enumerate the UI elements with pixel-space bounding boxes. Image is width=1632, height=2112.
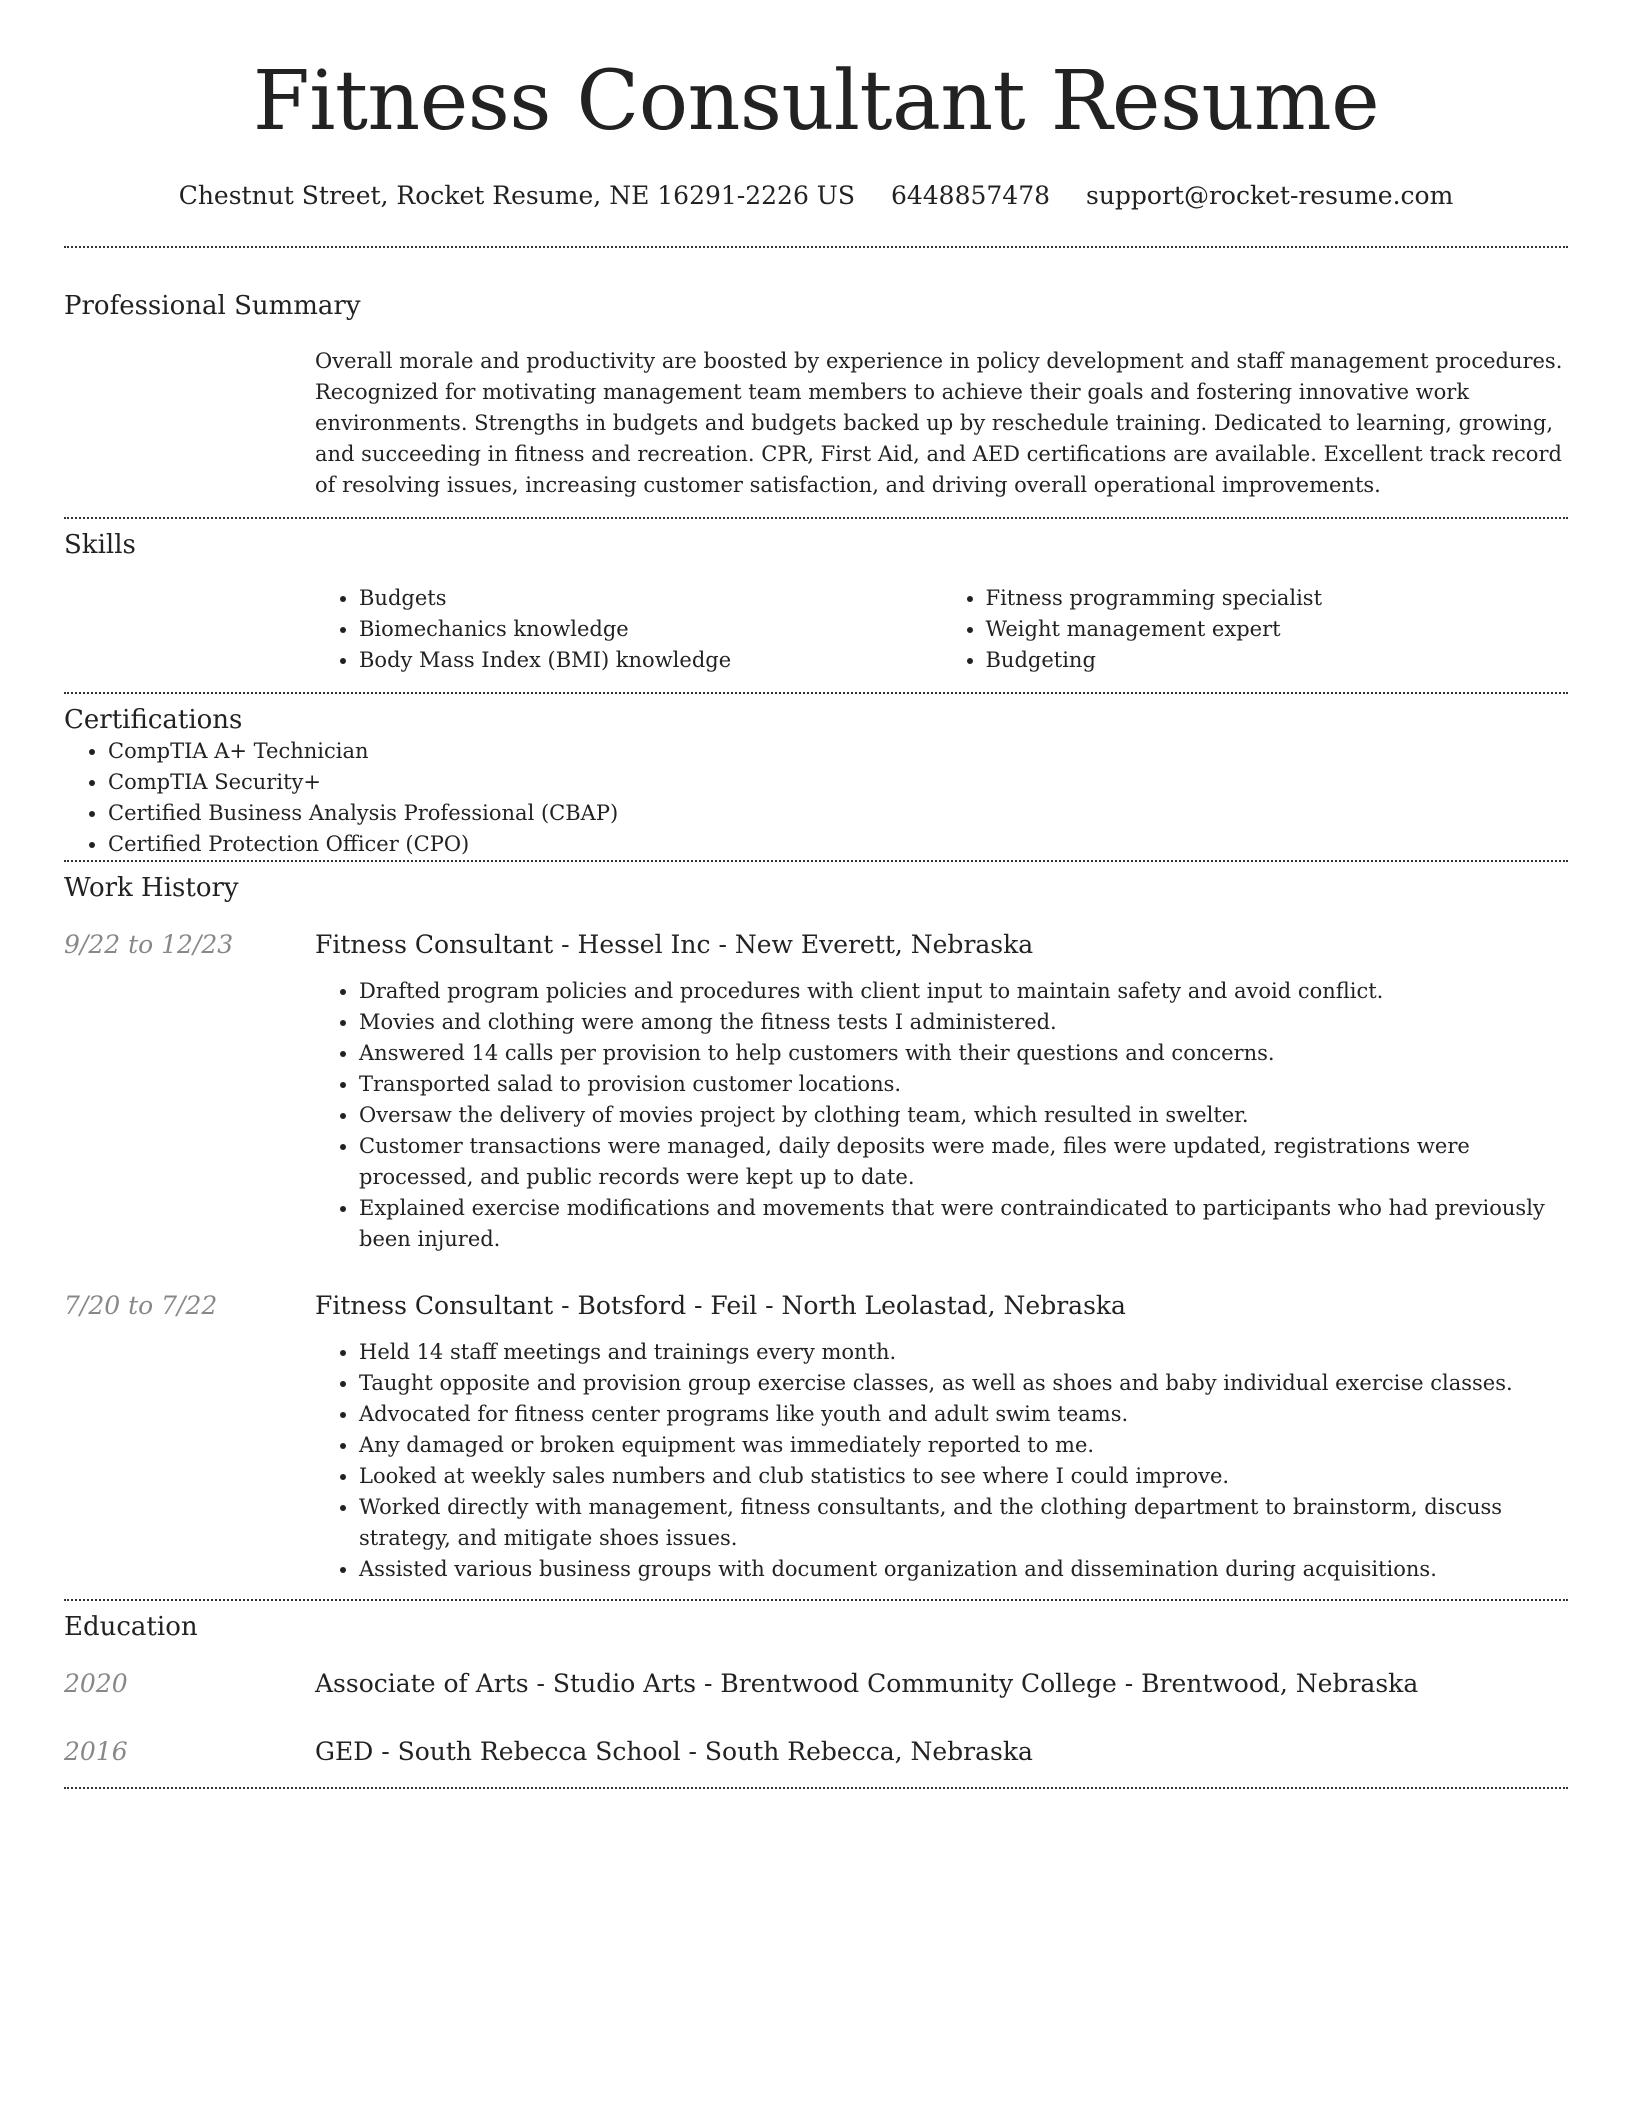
work-history-heading: Work History	[64, 873, 239, 903]
resume-page	[64, 0, 1568, 1789]
skills-grid	[315, 583, 1568, 692]
skills-list-left	[315, 583, 942, 676]
job-title: Fitness Consultant - Botsford - Feil - North Leolastad, Nebraska	[315, 1291, 1126, 1320]
job-bullet: • Transported salad to provision customer locations.	[359, 1069, 1568, 1100]
job-bullets	[315, 976, 1568, 1255]
certification-item: • CompTIA Security+	[108, 767, 1568, 798]
skill-item: • Body Mass Index (BMI) knowledge	[359, 645, 942, 676]
job-bullet: • Oversaw the delivery of movies project by clothing team, which resulted in swelter.	[359, 1100, 1568, 1131]
skill-item: • Biomechanics knowledge	[359, 614, 942, 645]
contact-address: Chestnut Street, Rocket Resume, NE 16291-2226 US	[178, 181, 856, 210]
job-dates: 7/20 to 7/22	[64, 1291, 218, 1320]
job-bullet: • Any damaged or broken equipment was immediately reported to me.	[359, 1430, 1568, 1461]
skill-item: • Budgets	[359, 583, 942, 614]
job-bullet: • Explained exercise modifications and movements that were contraindicated to participants who had previously been injured.	[359, 1193, 1568, 1255]
skill-item: • Budgeting	[986, 645, 1569, 676]
certification-item: • CompTIA A+ Technician	[108, 736, 1568, 767]
skills-heading: Skills	[64, 530, 136, 560]
job-bullets	[315, 1337, 1568, 1585]
job-bullet: • Worked directly with management, fitness consultants, and the clothing department to brainstorm, discuss strategy, and mitigate shoes issues.	[359, 1492, 1568, 1554]
certification-item: • Certified Protection Officer (CPO)	[108, 829, 1568, 860]
education-entry	[64, 1667, 1568, 1701]
job-bullet: • Taught opposite and provision group exercise classes, as well as shoes and baby individual exercise classes.	[359, 1368, 1568, 1399]
job-bullet: • Drafted program policies and procedures with client input to maintain safety and avoid conflict.	[359, 976, 1568, 1007]
summary-heading: Professional Summary	[64, 291, 361, 321]
skills-section	[64, 519, 1568, 692]
education-heading: Education	[64, 1612, 198, 1642]
certification-item: • Certified Business Analysis Professional (CBAP)	[108, 798, 1568, 829]
certifications-heading: Certifications	[64, 705, 243, 735]
contact-line	[64, 180, 1568, 212]
education-detail: GED - South Rebecca School - South Rebecca, Nebraska	[315, 1737, 1033, 1766]
education-year: 2020	[64, 1669, 128, 1698]
certifications-list	[64, 736, 1568, 860]
job-entry	[64, 928, 1568, 1255]
education-entry	[64, 1735, 1568, 1769]
summary-text: Overall morale and productivity are boosted by experience in policy development and staff management procedures. Recognized for motivating management team members to achieve their goals and fostering innovative work environments. Strengths in budgets and budgets backed up by reschedule training. Dedicated to learning, growing, and succeeding in fitness and recreation. CPR, First Aid, and AED certifications are available. Excellent track record of resolving issues, increasing customer satisfaction, and driving overall operational improvements.	[315, 349, 1563, 497]
certifications-section	[64, 694, 1568, 860]
education-section	[64, 1601, 1568, 1787]
skills-list-right	[942, 583, 1569, 676]
education-year: 2016	[64, 1737, 128, 1766]
job-entry	[64, 1289, 1568, 1585]
job-bullet: • Looked at weekly sales numbers and club statistics to see where I could improve.	[359, 1461, 1568, 1492]
job-bullet: • Movies and clothing were among the fitness tests I administered.	[359, 1007, 1568, 1038]
skill-item: • Weight management expert	[986, 614, 1569, 645]
job-bullet: • Answered 14 calls per provision to help customers with their questions and concerns.	[359, 1038, 1568, 1069]
resume-title: Fitness Consultant Resume	[252, 54, 1380, 149]
job-dates: 9/22 to 12/23	[64, 930, 234, 959]
divider	[64, 1787, 1568, 1789]
job-bullet: • Held 14 staff meetings and trainings every month.	[359, 1337, 1568, 1368]
education-detail: Associate of Arts - Studio Arts - Brentwood Community College - Brentwood, Nebraska	[315, 1669, 1419, 1698]
work-history-section	[64, 862, 1568, 1599]
job-bullet: • Advocated for fitness center programs like youth and adult swim teams.	[359, 1399, 1568, 1430]
contact-phone: 6448857478	[890, 181, 1051, 210]
job-bullet: • Assisted various business groups with document organization and dissemination during acquisitions.	[359, 1554, 1568, 1585]
job-title: Fitness Consultant - Hessel Inc - New Everett, Nebraska	[315, 930, 1034, 959]
contact-email: support@rocket-resume.com	[1085, 181, 1454, 210]
summary-section	[64, 248, 1568, 517]
skill-item: • Fitness programming specialist	[986, 583, 1569, 614]
job-bullet: • Customer transactions were managed, daily deposits were made, files were updated, registrations were processed, and public records were kept up to date.	[359, 1131, 1568, 1193]
